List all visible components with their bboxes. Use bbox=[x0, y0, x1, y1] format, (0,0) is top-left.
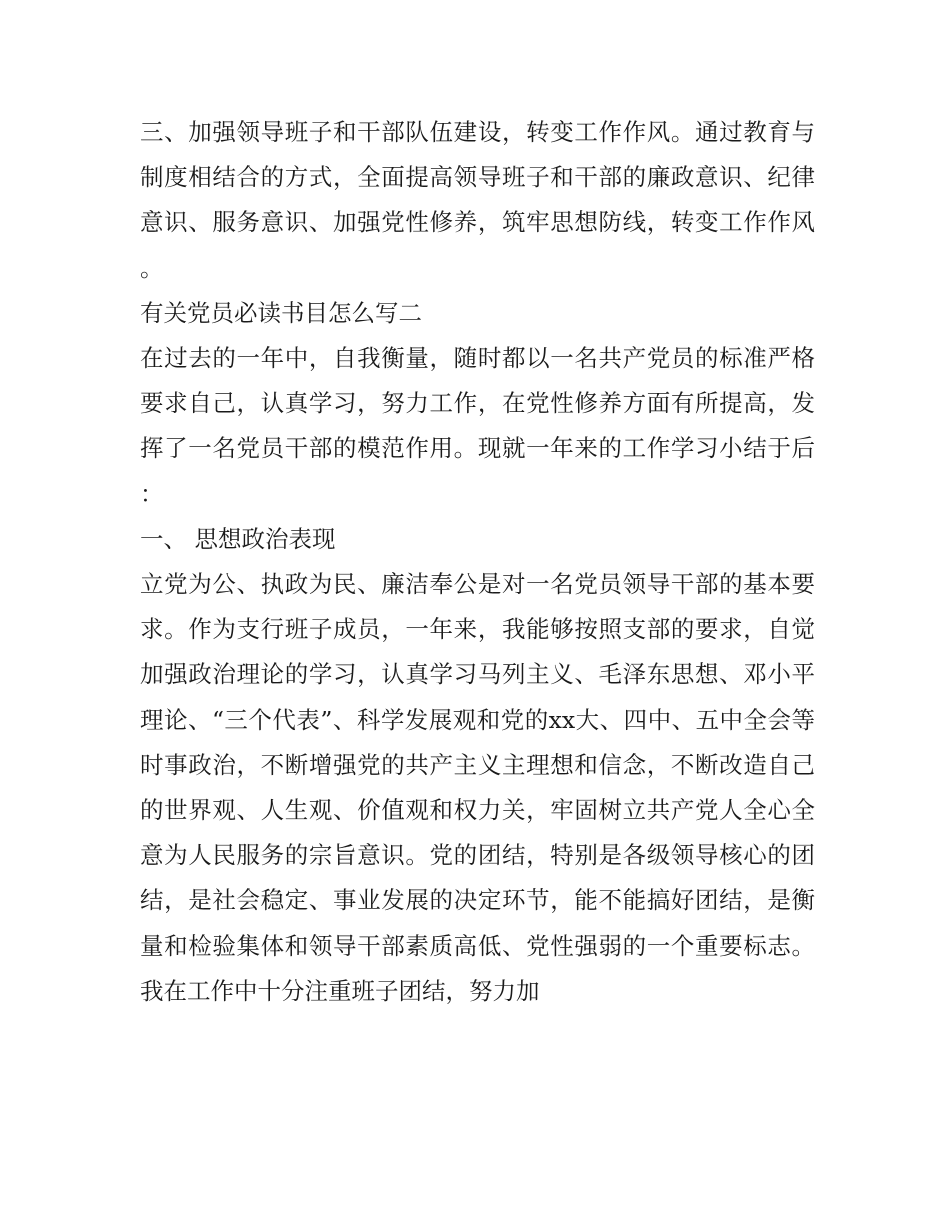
paragraph-section-three: 三、加强领导班子和干部队伍建设，转变工作作风。通过教育与制度相结合的方式，全面提高领导班子和干部的廉政意识、纪律意识、服务意识、加强党性修养，筑牢思想防线，转变工作作风。 bbox=[140, 118, 815, 282]
document-body bbox=[140, 110, 815, 1014]
paragraph-intro: 在过去的一年中，自我衡量，随时都以一名共产党员的标准严格要求自己，认真学习，努力工作，在党性修养方面有所提高，发挥了一名党员干部的模范作用。现就一年来的工作学习小结于后： bbox=[140, 344, 815, 508]
paragraph-title-part-two: 有关党员必读书目怎么写二 bbox=[140, 298, 422, 327]
paragraph-political-performance: 立党为公、执政为民、廉洁奉公是对一名党员领导干部的基本要求。作为支行班子成员，一年来，我能够按照支部的要求，自觉加强政治理论的学习，认真学习马列主义、毛泽东思想、邓小平理论、“三个代表”、科学发展观和党的xx大、四中、五中全会等时事政治，不断增强党的共产主义主理想和信念，不断改造自己的世界观、人生观、价值观和权力关，牢固树立共产党人全心全意为人民服务的宗旨意识。党的团结，特别是各级领导核心的团结，是社会稳定、事业发展的决定环节，能不能搞好团结，是衡量和检验集体和领导干部素质高低、党性强弱的一个重要标志。我在工作中十分注重班子团结，努力加 bbox=[140, 570, 815, 1005]
paragraph-heading-one: 一、 思想政治表现 bbox=[140, 524, 336, 553]
